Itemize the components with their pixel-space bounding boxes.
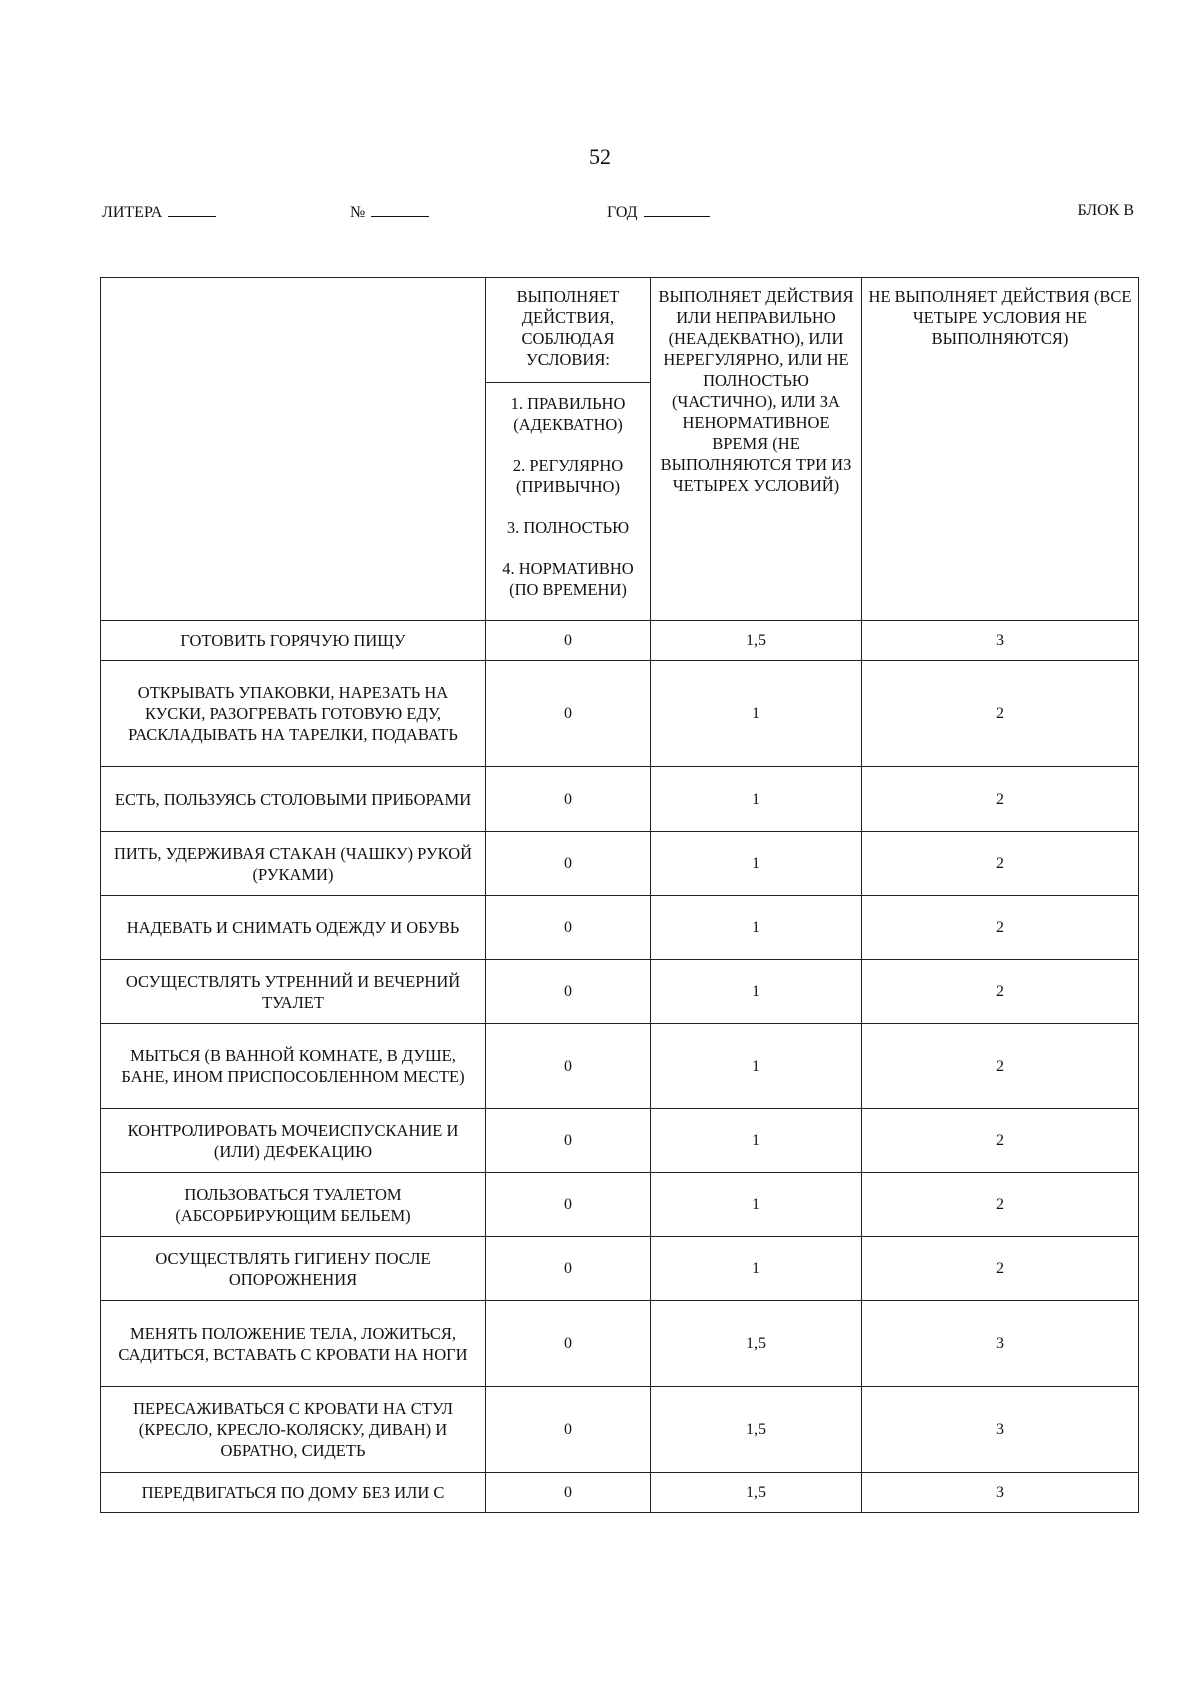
- table-row: [101, 1473, 1139, 1513]
- score-none-cell: 2: [862, 832, 1139, 896]
- litera-blank: [168, 202, 216, 217]
- condition-item: 3. ПОЛНОСТЬЮ: [506, 518, 630, 537]
- action-cell: ЕСТЬ, ПОЛЬЗУЯСЬ СТОЛОВЫМИ ПРИБОРАМИ: [101, 767, 486, 832]
- score-full-cell: 0: [486, 1024, 651, 1109]
- action-cell: ПОЛЬЗОВАТЬСЯ ТУАЛЕТОМ (АБСОРБИРУЮЩИМ БЕЛЬЕМ): [101, 1173, 486, 1237]
- number-label: №: [350, 204, 366, 221]
- action-header-cell: [101, 278, 486, 621]
- score-none-cell: 2: [862, 1024, 1139, 1109]
- condition-item: 2. РЕГУЛЯРНО (ПРИВЫЧНО): [512, 456, 624, 496]
- score-partial-cell: 1: [651, 832, 862, 896]
- score-partial-cell: 1: [651, 1237, 862, 1301]
- score-none-cell: 2: [862, 1173, 1139, 1237]
- table-row: [101, 896, 1139, 960]
- action-cell: ОСУЩЕСТВЛЯТЬ ГИГИЕНУ ПОСЛЕ ОПОРОЖНЕНИЯ: [101, 1237, 486, 1301]
- score-partial-cell: 1,5: [651, 1301, 862, 1387]
- col2-title: ВЫПОЛНЯЕТ ДЕЙСТВИЯ, СОБЛЮДАЯ УСЛОВИЯ:: [486, 278, 651, 383]
- score-none-cell: 3: [862, 621, 1139, 661]
- action-cell: ПЕРЕДВИГАТЬСЯ ПО ДОМУ БЕЗ ИЛИ С: [101, 1473, 486, 1513]
- table-row: [101, 960, 1139, 1024]
- action-cell: ОТКРЫВАТЬ УПАКОВКИ, НАРЕЗАТЬ НА КУСКИ, РАЗОГРЕВАТЬ ГОТОВУЮ ЕДУ, РАСКЛАДЫВАТЬ НА ТАРЕЛКИ, ПОДАВАТЬ: [101, 661, 486, 767]
- table-row: [101, 1173, 1139, 1237]
- number-blank: [371, 202, 429, 217]
- action-cell: ПЕРЕСАЖИВАТЬСЯ С КРОВАТИ НА СТУЛ (КРЕСЛО, КРЕСЛО-КОЛЯСКУ, ДИВАН) И ОБРАТНО, СИДЕТЬ: [101, 1387, 486, 1473]
- score-full-cell: 0: [486, 1473, 651, 1513]
- score-partial-cell: 1: [651, 896, 862, 960]
- score-full-cell: 0: [486, 960, 651, 1024]
- year-blank: [644, 202, 710, 217]
- score-partial-cell: 1: [651, 1173, 862, 1237]
- score-none-cell: 2: [862, 661, 1139, 767]
- score-partial-cell: 1: [651, 960, 862, 1024]
- score-partial-cell: 1,5: [651, 1473, 862, 1513]
- action-cell: КОНТРОЛИРОВАТЬ МОЧЕИСПУСКАНИЕ И (ИЛИ) ДЕФЕКАЦИЮ: [101, 1109, 486, 1173]
- block-label: БЛОК В: [1077, 202, 1134, 219]
- action-cell: МЕНЯТЬ ПОЛОЖЕНИЕ ТЕЛА, ЛОЖИТЬСЯ, САДИТЬСЯ, ВСТАВАТЬ С КРОВАТИ НА НОГИ: [101, 1301, 486, 1387]
- action-cell: ГОТОВИТЬ ГОРЯЧУЮ ПИЩУ: [101, 621, 486, 661]
- score-none-cell: 3: [862, 1387, 1139, 1473]
- score-full-cell: 0: [486, 1173, 651, 1237]
- table-row: [101, 832, 1139, 896]
- score-full-cell: 0: [486, 1301, 651, 1387]
- condition-item: 4. НОРМАТИВНО (ПО ВРЕМЕНИ): [502, 559, 634, 599]
- score-none-cell: 2: [862, 1237, 1139, 1301]
- col2-conditions: [486, 383, 651, 621]
- score-full-cell: 0: [486, 896, 651, 960]
- score-partial-cell: 1: [651, 661, 862, 767]
- score-full-cell: 0: [486, 1387, 651, 1473]
- score-full-cell: 0: [486, 1237, 651, 1301]
- score-full-cell: 0: [486, 767, 651, 832]
- action-cell: ПИТЬ, УДЕРЖИВАЯ СТАКАН (ЧАШКУ) РУКОЙ (РУКАМИ): [101, 832, 486, 896]
- table-row: [101, 1387, 1139, 1473]
- score-full-cell: 0: [486, 621, 651, 661]
- table-row: [101, 1024, 1139, 1109]
- assessment-table: [100, 277, 1139, 1513]
- score-none-cell: 3: [862, 1301, 1139, 1387]
- score-partial-cell: 1,5: [651, 1387, 862, 1473]
- score-partial-cell: 1: [651, 1024, 862, 1109]
- action-cell: ОСУЩЕСТВЛЯТЬ УТРЕННИЙ И ВЕЧЕРНИЙ ТУАЛЕТ: [101, 960, 486, 1024]
- table-row: [101, 1237, 1139, 1301]
- col3-title: ВЫПОЛНЯЕТ ДЕЙСТВИЯ ИЛИ НЕПРАВИЛЬНО (НЕАДЕКВАТНО), ИЛИ НЕРЕГУЛЯРНО, ИЛИ НЕ ПОЛНОСТЬЮ (ЧАСТИЧНО), ИЛИ ЗА НЕНОРМАТИВНОЕ ВРЕМЯ (НЕ ВЫПОЛНЯЮТСЯ ТРИ ИЗ ЧЕТЫРЕХ УСЛОВИЙ): [651, 278, 862, 621]
- score-none-cell: 2: [862, 896, 1139, 960]
- table-row: [101, 621, 1139, 661]
- table-row: [101, 661, 1139, 767]
- score-full-cell: 0: [486, 1109, 651, 1173]
- col4-title: НЕ ВЫПОЛНЯЕТ ДЕЙСТВИЯ (ВСЕ ЧЕТЫРЕ УСЛОВИЯ НЕ ВЫПОЛНЯЮТСЯ): [862, 278, 1139, 621]
- action-cell: НАДЕВАТЬ И СНИМАТЬ ОДЕЖДУ И ОБУВЬ: [101, 896, 486, 960]
- table-row: [101, 1109, 1139, 1173]
- score-partial-cell: 1: [651, 1109, 862, 1173]
- year-field: [607, 202, 710, 222]
- score-partial-cell: 1,5: [651, 621, 862, 661]
- action-cell: МЫТЬСЯ (В ВАННОЙ КОМНАТЕ, В ДУШЕ, БАНЕ, ИНОМ ПРИСПОСОБЛЕННОМ МЕСТЕ): [101, 1024, 486, 1109]
- score-full-cell: 0: [486, 661, 651, 767]
- number-field: [350, 202, 429, 222]
- page-number: 52: [589, 144, 611, 169]
- condition-item: 1. ПРАВИЛЬНО (АДЕКВАТНО): [510, 394, 626, 434]
- score-partial-cell: 1: [651, 767, 862, 832]
- litera-label: ЛИТЕРА: [102, 204, 163, 221]
- score-none-cell: 2: [862, 767, 1139, 832]
- year-label: ГОД: [607, 204, 638, 221]
- score-full-cell: 0: [486, 832, 651, 896]
- table-row: [101, 1301, 1139, 1387]
- score-none-cell: 2: [862, 960, 1139, 1024]
- litera-field: [102, 202, 216, 222]
- score-none-cell: 3: [862, 1473, 1139, 1513]
- score-none-cell: 2: [862, 1109, 1139, 1173]
- table-row: [101, 767, 1139, 832]
